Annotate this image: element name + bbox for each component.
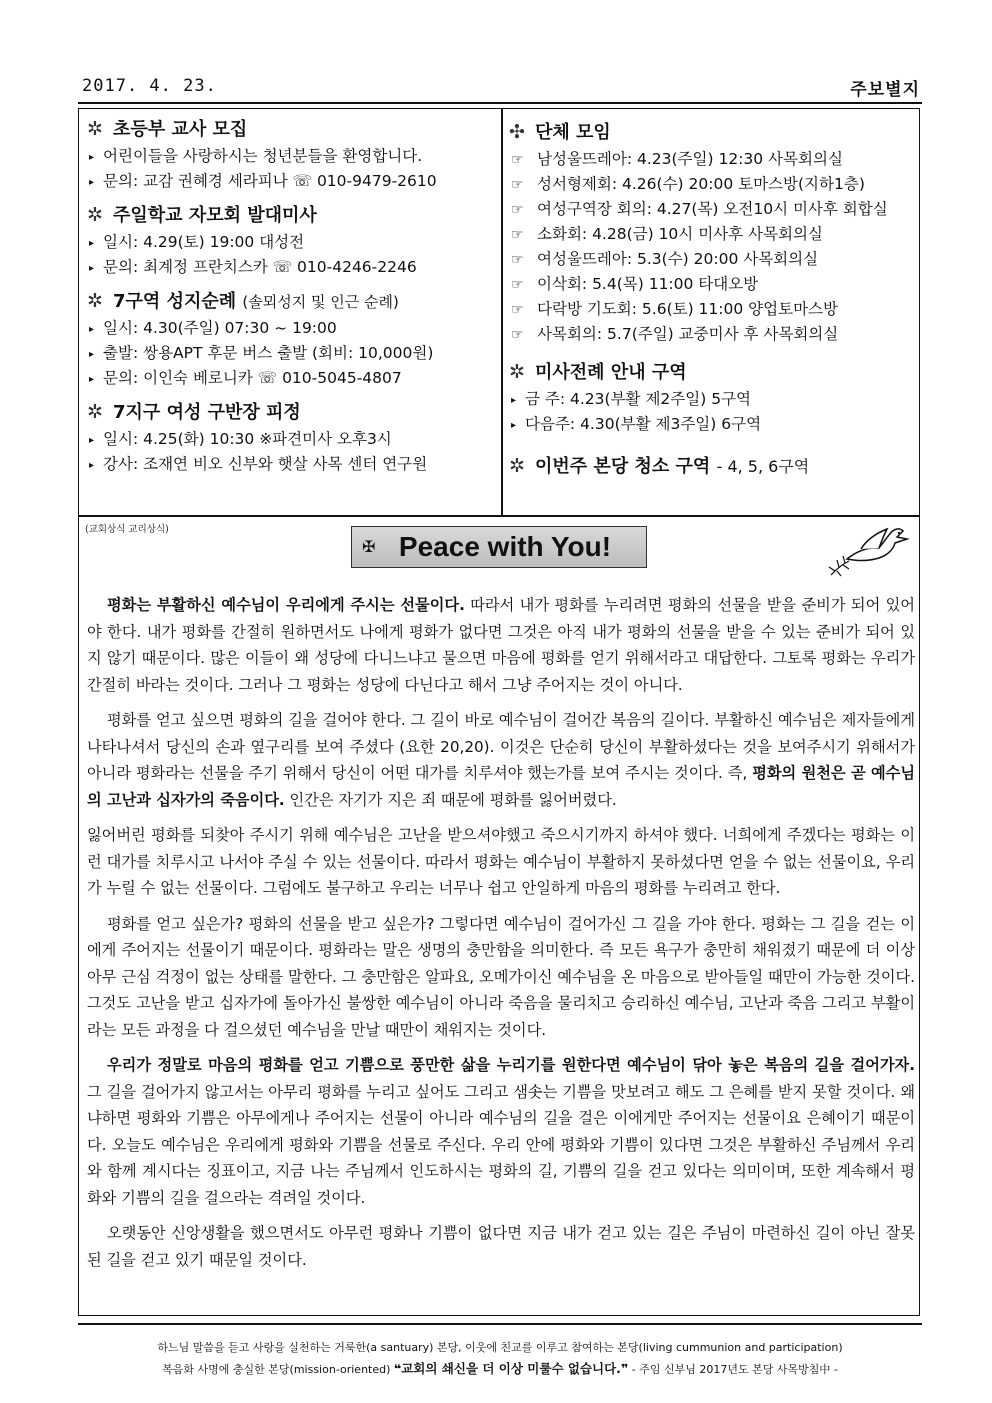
dove-icon bbox=[827, 521, 911, 579]
asterisk-icon: ✲ bbox=[87, 290, 103, 312]
header bbox=[78, 72, 922, 104]
meeting-item: 사목회의: 5.7(주일) 교중미사 후 사목회의실 bbox=[537, 325, 839, 343]
mass-guide-title: 미사전례 안내 구역 bbox=[535, 362, 687, 383]
cleaning-notice bbox=[509, 451, 914, 481]
column-divider bbox=[501, 109, 503, 516]
footer-attribution: - 주임 신부님 2017년도 본당 사목방침中 - bbox=[631, 1363, 838, 1376]
notice-title: 초등부 교사 모집 bbox=[113, 119, 248, 140]
article-emphasis: 우리가 정말로 마음의 평화를 얻고 기쁨으로 풍만한 삶을 누리기를 원한다면 예수님이 닦아 놓은 복음의 길을 걸어가자. bbox=[107, 1056, 915, 1074]
triangle-bullet-icon: ▸ bbox=[89, 460, 95, 471]
notice-title: 7지구 여성 구반장 피정 bbox=[113, 402, 301, 423]
peace-banner bbox=[351, 526, 647, 568]
footer-mission-line bbox=[78, 1358, 922, 1380]
article-emphasis: 평화의 원천은 곧 예수님의 고난과 십자가의 죽음이다. bbox=[87, 764, 915, 809]
article-emphasis: 평화는 부활하신 예수님이 우리에게 주시는 선물이다. bbox=[107, 596, 465, 614]
notice-item: 일시: 4.29(토) 19:00 대성전 bbox=[103, 233, 305, 251]
notice-item: 강사: 조재연 비오 신부와 햇살 사목 센터 연구원 bbox=[103, 455, 428, 473]
triangle-bullet-icon: ▸ bbox=[89, 435, 95, 446]
notice-pilgrimage bbox=[87, 286, 497, 391]
triangle-bullet-icon: ▸ bbox=[89, 238, 95, 249]
notice-item: 일시: 4.25(화) 10:30 ※파견미사 오후3시 bbox=[103, 430, 392, 448]
article-paragraph bbox=[87, 1052, 915, 1211]
notice-teacher-recruit bbox=[87, 114, 497, 194]
group-meetings-title: 단체 모임 bbox=[535, 122, 611, 143]
triangle-bullet-icon: ▸ bbox=[89, 263, 95, 274]
article-paragraph: 오랫동안 신앙생활을 했으면서도 아무런 평화나 기쁨이 없다면 지금 내가 걷고 있는 길은 주님이 마련하신 길이 아닌 잘못된 길을 걷고 있기 때문일 것이다. bbox=[87, 1224, 915, 1269]
pointing-hand-icon: ☞ bbox=[511, 152, 524, 168]
banner-text: Peace with You! bbox=[398, 531, 612, 562]
notice-subtitle: (솔뫼성지 및 인근 순례) bbox=[242, 293, 399, 311]
pointing-hand-icon: ☞ bbox=[511, 202, 524, 218]
cross-icon: ✠ bbox=[362, 537, 376, 556]
cleaning-title: 이번주 본당 청소 구역 bbox=[535, 456, 711, 477]
asterisk-icon: ✲ bbox=[87, 401, 103, 423]
group-meetings bbox=[509, 117, 914, 347]
article-paragraph bbox=[87, 707, 915, 813]
notice-item: 출발: 쌍용APT 후문 버스 출발 (회비: 10,000원) bbox=[103, 344, 434, 362]
asterisk-icon: ✲ bbox=[87, 204, 103, 226]
notice-item: 어린이들을 사랑하시는 청년분들을 환영합니다. bbox=[103, 147, 423, 165]
footer-motto: ❝교회의 쇄신을 더 이상 미룰수 없습니다.❞ bbox=[393, 1361, 629, 1376]
pointing-hand-icon: ☞ bbox=[511, 252, 524, 268]
triangle-bullet-icon: ▸ bbox=[511, 420, 517, 431]
article-paragraph: 평화를 얻고 싶은가? 평화의 선물을 받고 싶은가? 그렇다면 예수님이 걸어가신 그 길을 가야 한다. 평화는 그 길을 걷는 이에게 주어지는 선물이기 때문이다. 평화라는 말은 생명의 충만함을 의미한다. 즉 모든 욕구가 충만히 채워졌기 때문에 더 이상 아무 근심 걱정이 없는 상태를 말한다. 그 충만함은 알파요, 오메가이신 예수님을 온 마음으로 받아들일 때만이 가능한 것이다. 그것도 고난을 받고 십자가에 돌아가신 불쌍한 예수님이 아니라 죽음을 물리치고 승리하신 예수님, 고난과 죽음 그리고 부활이라는 모든 과정을 다 걸으셨던 예수님을 만날 때만이 채워지는 것이다. bbox=[87, 914, 915, 1039]
notice-retreat bbox=[87, 397, 497, 477]
mass-guide-item: 다음주: 4.30(부활 제3주일) 6구역 bbox=[525, 415, 762, 433]
article-text: 인간은 자기가 지은 죄 때문에 평화를 잃어버렸다. bbox=[284, 790, 617, 809]
article-text: 따라서 내가 평화를 누리려면 평화의 선물을 받을 준비가 되어 있어야 한다. 내가 평화를 간절히 원하면서도 나에게 평화가 없다면 그것은 아직 내가 평화의 선물을 받을 수 있는 준비가 되어 있지 않기 때문이다. 많은 이들이 왜 성당에 다니느냐고 물으면 마음에 평화를 얻기 위해서라고 대답한다. 그토록 평화는 우리가 간절히 바라는 것이다. 그러나 그 평화는 성당에 다닌다고 해서 그냥 주어지는 것이 아니다. bbox=[87, 596, 915, 694]
meetings-column bbox=[509, 109, 914, 481]
cleaning-value: - 4, 5, 6구역 bbox=[716, 457, 810, 476]
content-box bbox=[78, 108, 920, 1316]
notices-column bbox=[87, 109, 497, 477]
footer-vision-line: 하느님 말씀을 듣고 사랑을 실천하는 거룩한(a santuary) 본당, 이웃에 친교를 이루고 참여하는 본당(living cummunion and participation) bbox=[157, 1341, 843, 1354]
triangle-bullet-icon: ▸ bbox=[89, 177, 95, 188]
pointing-hand-icon: ☞ bbox=[511, 177, 524, 193]
article bbox=[87, 592, 915, 1282]
notice-title: 주일학교 자모회 발대미사 bbox=[113, 205, 317, 226]
meeting-item: 다락방 기도회: 5.6(토) 11:00 양업토마스방 bbox=[537, 300, 838, 318]
cross-flower-icon: ✣ bbox=[509, 121, 525, 143]
meeting-item: 소화회: 4.28(금) 10시 미사후 사목회의실 bbox=[537, 225, 823, 243]
article-paragraph bbox=[87, 592, 915, 698]
triangle-bullet-icon: ▸ bbox=[89, 374, 95, 385]
pointing-hand-icon: ☞ bbox=[511, 302, 524, 318]
triangle-bullet-icon: ▸ bbox=[511, 395, 517, 406]
asterisk-icon: ✲ bbox=[87, 118, 103, 140]
mass-guide-item: 금 주: 4.23(부활 제2주일) 5구역 bbox=[525, 390, 752, 408]
article-paragraph: 잃어버린 평화를 되찾아 주시기 위해 예수님은 고난을 받으셔야했고 죽으시기까지 하셔야 했다. 너희에게 주겠다는 평화는 이런 대가를 치루시고 나서야 주실 수 있는 선물이다. 따라서 평화는 예수님이 부활하지 못하셨다면 얻을 수 없는 선물이요, 우리가 누릴 수 없는 선물이다. 그럼에도 불구하고 우리는 너무나 쉽고 안일하게 마음의 평화를 누리려고 한다. bbox=[87, 826, 915, 897]
notice-item: 문의: 교감 권혜경 세라피나 ☏ 010-9479-2610 bbox=[103, 172, 437, 190]
mass-guide bbox=[509, 357, 914, 437]
issue-date: 2017. 4. 23. bbox=[82, 76, 217, 96]
notice-mothers-mass bbox=[87, 200, 497, 280]
footer-mission-text: 복음화 사명에 충실한 본당(mission-oriented) bbox=[162, 1363, 391, 1376]
meeting-item: 남성울뜨레아: 4.23(주일) 12:30 사목회의실 bbox=[537, 150, 843, 168]
notice-title: 7구역 성지순례 bbox=[113, 291, 237, 312]
section-caption: (교회상식 교리상식) bbox=[85, 524, 169, 535]
bulletin-title: 주보별지 bbox=[850, 80, 920, 100]
notice-item: 문의: 이인숙 베로니카 ☏ 010-5045-4807 bbox=[103, 369, 402, 387]
triangle-bullet-icon: ▸ bbox=[89, 152, 95, 163]
triangle-bullet-icon: ▸ bbox=[89, 324, 95, 335]
notice-item: 문의: 최계정 프란치스카 ☏ 010-4246-2246 bbox=[103, 258, 417, 276]
section-divider bbox=[79, 515, 919, 517]
pointing-hand-icon: ☞ bbox=[511, 227, 524, 243]
meeting-item: 여성구역장 회의: 4.27(목) 오전10시 미사후 회합실 bbox=[537, 200, 888, 218]
asterisk-icon: ✲ bbox=[509, 361, 525, 383]
meeting-item: 성서형제회: 4.26(수) 20:00 토마스방(지하1층) bbox=[537, 175, 865, 193]
article-text: 그 길을 걸어가지 않고서는 아무리 평화를 누리고 싶어도 그리고 샘솟는 기쁨을 맛보려고 해도 그 은혜를 받지 못할 것이다. 왜냐하면 평화와 기쁨은 아무에게나 주어지는 선물이 아니라 예수님의 길을 걸은 이에게만 주어지는 선물이요 은혜이기 때문이다. 오늘도 예수님은 우리에게 평화와 기쁨을 선물로 주신다. 우리 안에 평화와 기쁨이 있다면 그것은 부활하신 주님께서 우리와 함께 계시다는 징표이고, 지금 나는 주님께서 인도하시는 평화의 길, 기쁨의 길을 걷고 있다는 의미이며, 또한 계속해서 평화와 기쁨의 길을 걸으라는 격려일 것이다. bbox=[87, 1082, 915, 1207]
article-text: 평화를 얻고 싶으면 평화의 길을 걸어야 한다. 그 길이 바로 예수님이 걸어간 복음의 길이다. 부활하신 예수님은 제자들에게 나타나셔서 당신의 손과 옆구리를 보여 주셨다 (요한 20,20). 이것은 단순히 당신이 부활하셨다는 것을 보여주시기 위해서가 아니라 평화라는 선물을 주기 위해서 당신이 어떤 대가를 치루셔야 했는가를 보여 주시는 것이다. 즉, bbox=[87, 711, 915, 782]
pointing-hand-icon: ☞ bbox=[511, 277, 524, 293]
meeting-item: 이삭회: 5.4(목) 11:00 타대오방 bbox=[537, 275, 759, 293]
notice-item: 일시: 4.30(주일) 07:30 ~ 19:00 bbox=[103, 319, 337, 337]
triangle-bullet-icon: ▸ bbox=[89, 349, 95, 360]
meeting-item: 여성울뜨레아: 5.3(수) 20:00 사목회의실 bbox=[537, 250, 819, 268]
pointing-hand-icon: ☞ bbox=[511, 327, 524, 343]
asterisk-icon: ✲ bbox=[509, 455, 525, 477]
footer bbox=[78, 1323, 922, 1380]
